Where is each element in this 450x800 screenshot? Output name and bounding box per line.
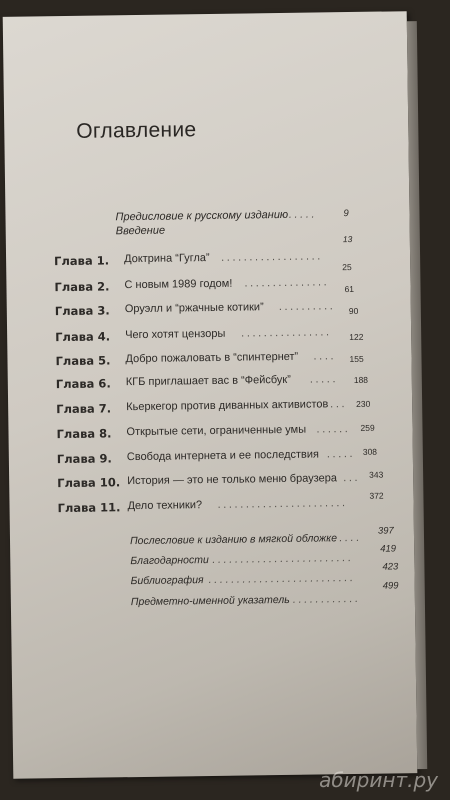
- leader-dots: ...: [330, 398, 348, 411]
- page-number: 9: [343, 208, 349, 220]
- chapter-label: Глава 10.: [57, 475, 121, 491]
- page-number: 155: [349, 353, 364, 365]
- leader-dots: ......: [327, 531, 363, 545]
- page-number: 25: [342, 262, 352, 273]
- leader-dots: ..................: [221, 250, 323, 264]
- toc-entry-chapter-5: [7, 349, 411, 373]
- page-number: 372: [369, 490, 384, 501]
- page-number: 397: [377, 525, 394, 537]
- entry-text: Предметно-именной указатель: [130, 593, 290, 609]
- chapter-label: Глава 11.: [57, 500, 121, 516]
- page-number: 13: [342, 233, 353, 245]
- toc-entry-chapter-7: [8, 397, 412, 421]
- leader-dots: ...............: [244, 276, 330, 290]
- leader-dots: ..........................: [208, 571, 356, 587]
- toc-entry-chapter-10: [9, 471, 413, 495]
- page-number: 259: [360, 422, 375, 433]
- leader-dots: .........................: [212, 552, 354, 566]
- page-number: 423: [382, 561, 399, 573]
- leader-dots: ............: [292, 592, 361, 606]
- page-number: 230: [356, 398, 371, 409]
- chapter-label: Глава 9.: [56, 451, 112, 467]
- leader-dots: .......................: [217, 497, 348, 511]
- chapter-label: Глава 8.: [56, 426, 112, 442]
- chapter-label: Глава 7.: [56, 401, 112, 417]
- book-page: [3, 11, 418, 779]
- chapter-label: Глава 5.: [55, 353, 111, 369]
- toc-entry-chapter-9: [9, 447, 413, 471]
- entry-text: С новым 1989 годом!: [124, 277, 233, 292]
- page-edge: [407, 21, 427, 769]
- toc-entry-chapter-2: [6, 275, 410, 299]
- entry-text: Добро пожаловать в “спинтернет”: [125, 350, 299, 366]
- chapter-label: Глава 6.: [55, 376, 111, 392]
- page-number: 90: [348, 305, 359, 317]
- page-number: 188: [353, 374, 369, 385]
- watermark-logo: абиринт.ру: [319, 768, 438, 792]
- page-number: 61: [344, 283, 355, 295]
- leader-dots: ..........: [278, 300, 336, 314]
- toc-entry-chapter-8: [8, 422, 412, 446]
- entry-text: Библиография: [130, 574, 204, 588]
- leader-dots: .....: [309, 373, 339, 386]
- entry-text: Оруэлл и “ржачные котики”: [124, 301, 264, 316]
- chapter-label: Глава 2.: [54, 279, 110, 295]
- page-number: 308: [362, 446, 378, 457]
- entry-text: Свобода интернета и ее последствия: [126, 448, 320, 464]
- toc-entry-chapter-6: [8, 372, 412, 396]
- page-number: 499: [382, 580, 399, 592]
- entry-text: История — это не только меню браузера: [127, 472, 338, 488]
- entry-text: Доктрина “Гугла”: [124, 251, 210, 266]
- leader-dots: .......: [277, 208, 318, 222]
- toc-entry-chapter-11: [9, 490, 413, 520]
- entry-text: Предисловие к русскому изданию: [115, 208, 289, 224]
- entry-text: Кьеркегор против диванных активистов: [126, 398, 329, 414]
- leader-dots: ....: [313, 350, 337, 363]
- entry-text: Благодарности: [130, 554, 209, 568]
- page-number: 122: [349, 331, 364, 343]
- entry-text: Послесловие к изданию в мягкой обложке: [129, 532, 338, 548]
- toc-entry-chapter-1: [6, 249, 410, 273]
- leader-dots: ................: [241, 326, 332, 340]
- page-number: 343: [369, 469, 384, 480]
- entry-text: Чего хотят цензоры: [125, 327, 226, 342]
- entry-text: КГБ приглашает вас в “Фейсбук”: [125, 373, 291, 389]
- toc-title: Оглавление: [76, 118, 197, 143]
- chapter-label: Глава 4.: [55, 329, 111, 345]
- leader-dots: .....: [326, 447, 356, 461]
- entry-text: Дело техники?: [127, 499, 203, 513]
- entry-text: Введение: [115, 224, 166, 238]
- page-number: 419: [380, 543, 397, 555]
- chapter-label: Глава 3.: [54, 303, 110, 319]
- leader-dots: ...: [343, 471, 361, 485]
- leader-dots: ......: [316, 423, 351, 436]
- chapter-label: Глава 1.: [54, 253, 110, 269]
- entry-text: Открытые сети, ограниченные умы: [126, 423, 307, 439]
- toc-entry-chapter-4: [7, 325, 411, 349]
- toc-entry-chapter-3: [7, 299, 411, 323]
